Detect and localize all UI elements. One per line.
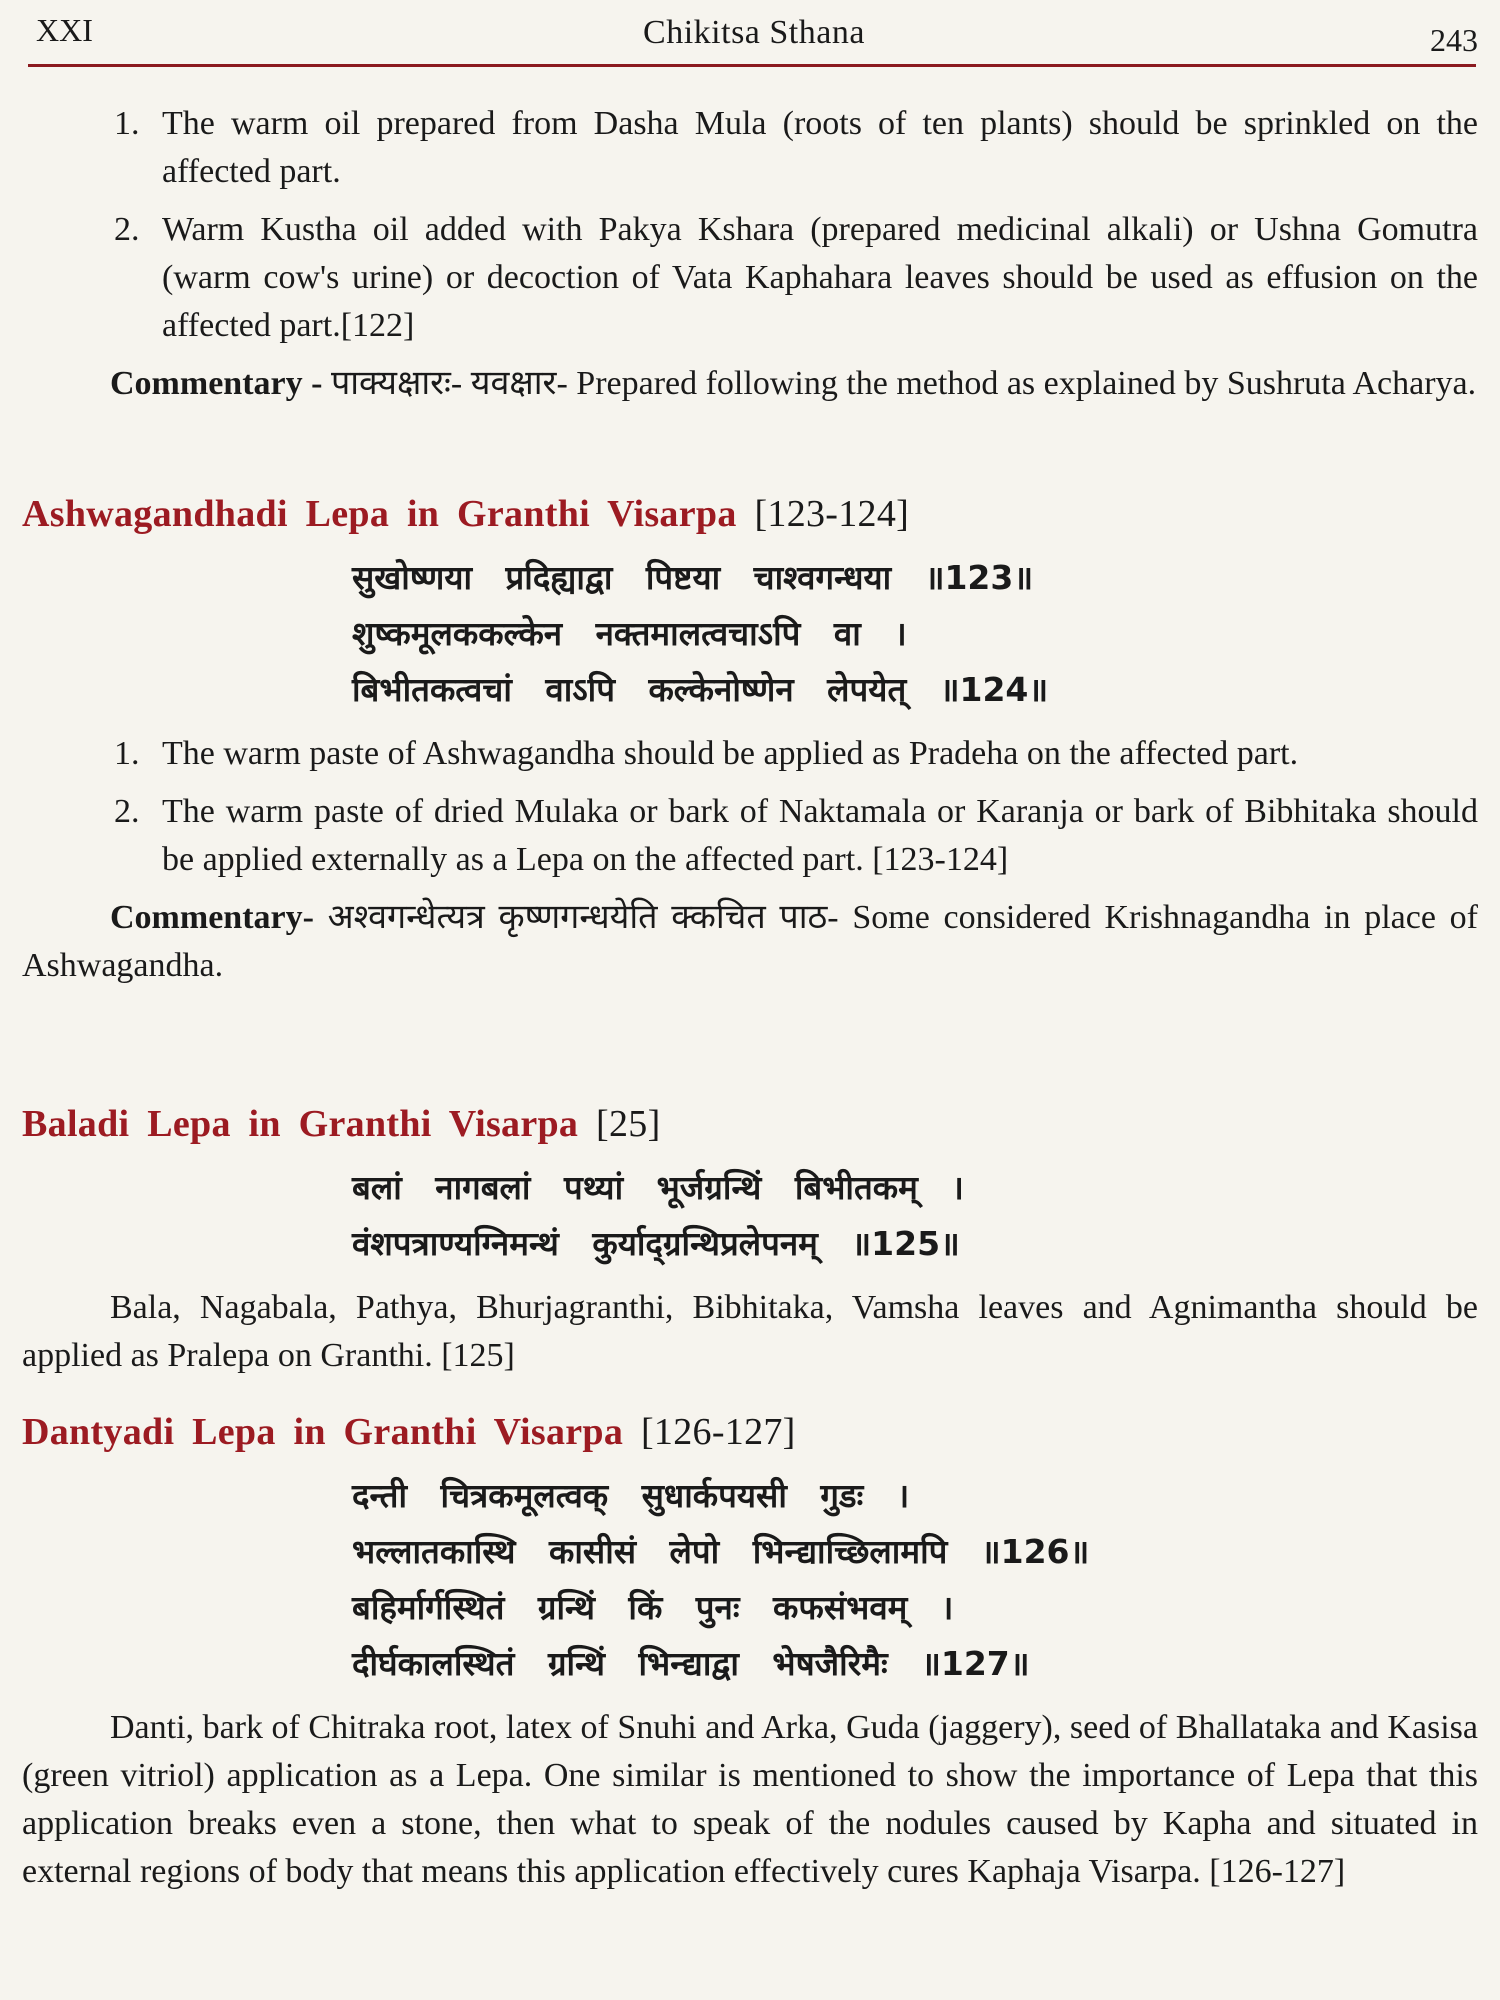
- list-123-124: [22, 730, 1478, 884]
- page-number: 243: [1430, 22, 1478, 58]
- commentary-122: Commentary - पाक्यक्षारः- यवक्षार- Prepared following the method as explained by Sushruta Acharya.: [110, 365, 1477, 402]
- running-title: Chikitsa Sthana: [643, 14, 865, 51]
- sanskrit-verse: दीर्घकालस्थितं ग्रन्थिं भिन्द्याद्वा भेषजैरिमैः ॥127॥: [352, 1644, 1030, 1683]
- section-1: [22, 100, 1478, 408]
- sanskrit-verse: वंशपत्राण्यग्निमन्थं कुर्याद्ग्रन्थिप्रलेपनम् ॥125॥: [352, 1224, 960, 1263]
- verse-block: [22, 1468, 1478, 1692]
- sanskrit-verse: सुखोष्णया प्रदिह्याद्वा पिष्टया चाश्वगन्धया ॥123॥: [352, 558, 1034, 597]
- sanskrit-verse: भल्लातकास्थि कासीसं लेपो भिन्द्याच्छिलामपि ॥126॥: [352, 1532, 1090, 1571]
- translation-125: Bala, Nagabala, Pathya, Bhurjagranthi, Bibhitaka, Vamsha leaves and Agnimantha should be applied as Pralepa on Granthi. [125]: [22, 1289, 1478, 1374]
- verse-block: [22, 1160, 1478, 1272]
- list-item: 2. The warm paste of dried Mulaka or bark of Naktamala or Karanja or bark of Bibhitaka should be applied externally as a Lepa on the affected part. [123-124]: [114, 793, 1478, 878]
- sanskrit-verse: दन्ती चित्रकमूलत्वक् सुधार्कपयसी गुडः ।: [352, 1476, 910, 1515]
- section-2: [22, 490, 1478, 990]
- chapter-number: XXI: [36, 12, 93, 48]
- section-3: [22, 1100, 1478, 1380]
- verse-block: [22, 550, 1478, 718]
- list-122: [22, 100, 1478, 350]
- list-item: 1. The warm oil prepared from Dasha Mula (roots of ten plants) should be sprinkled on the affected part.: [114, 105, 1478, 190]
- section-heading: Baladi Lepa in Granthi Visarpa [25]: [22, 1103, 661, 1145]
- section-heading: Ashwagandhadi Lepa in Granthi Visarpa [123-124]: [22, 493, 910, 535]
- sanskrit-verse: बलां नागबलां पथ्यां भूर्जग्रन्थिं बिभीतकम् ।: [352, 1168, 964, 1207]
- translation-126-127: Danti, bark of Chitraka root, latex of Snuhi and Arka, Guda (jaggery), seed of Bhallataka and Kasisa (green vitriol) application as a Lepa. One similar is mentioned to show the importance of Lepa that this application breaks even a stone, then what to speak of the nodules caused by Kapha and situated in external regions of body that means this application effectively cures Kaphaja Visarpa. [126-127]: [22, 1709, 1478, 1890]
- section-heading: Dantyadi Lepa in Granthi Visarpa [126-127]: [22, 1411, 796, 1453]
- section-4: [22, 1408, 1478, 1896]
- sanskrit-verse: बहिर्मार्गस्थितं ग्रन्थिं किं पुनः कफसंभवम् ।: [352, 1588, 954, 1627]
- commentary-123-124: Commentary- अश्वगन्धेत्यत्र कृष्णगन्धयेति क्कचित पाठ- Some considered Krishnagandha in place of Ashwagandha.: [22, 899, 1478, 984]
- running-header: [30, 10, 1478, 66]
- header-rule: [28, 64, 1476, 67]
- sanskrit-verse: बिभीतकत्वचां वाऽपि कल्केनोष्णेन लेपयेत् ॥124॥: [352, 670, 1049, 709]
- list-item: 2. Warm Kustha oil added with Pakya Kshara (prepared medicinal alkali) or Ushna Gomutra (warm cow's urine) or decoction of Vata Kaphahara leaves should be used as effusion on the affected part.[122]: [114, 211, 1478, 344]
- list-item: 1. The warm paste of Ashwagandha should be applied as Pradeha on the affected part.: [114, 735, 1299, 772]
- sanskrit-verse: शुष्कमूलककल्केन नक्तमालत्वचाऽपि वा ।: [352, 614, 907, 653]
